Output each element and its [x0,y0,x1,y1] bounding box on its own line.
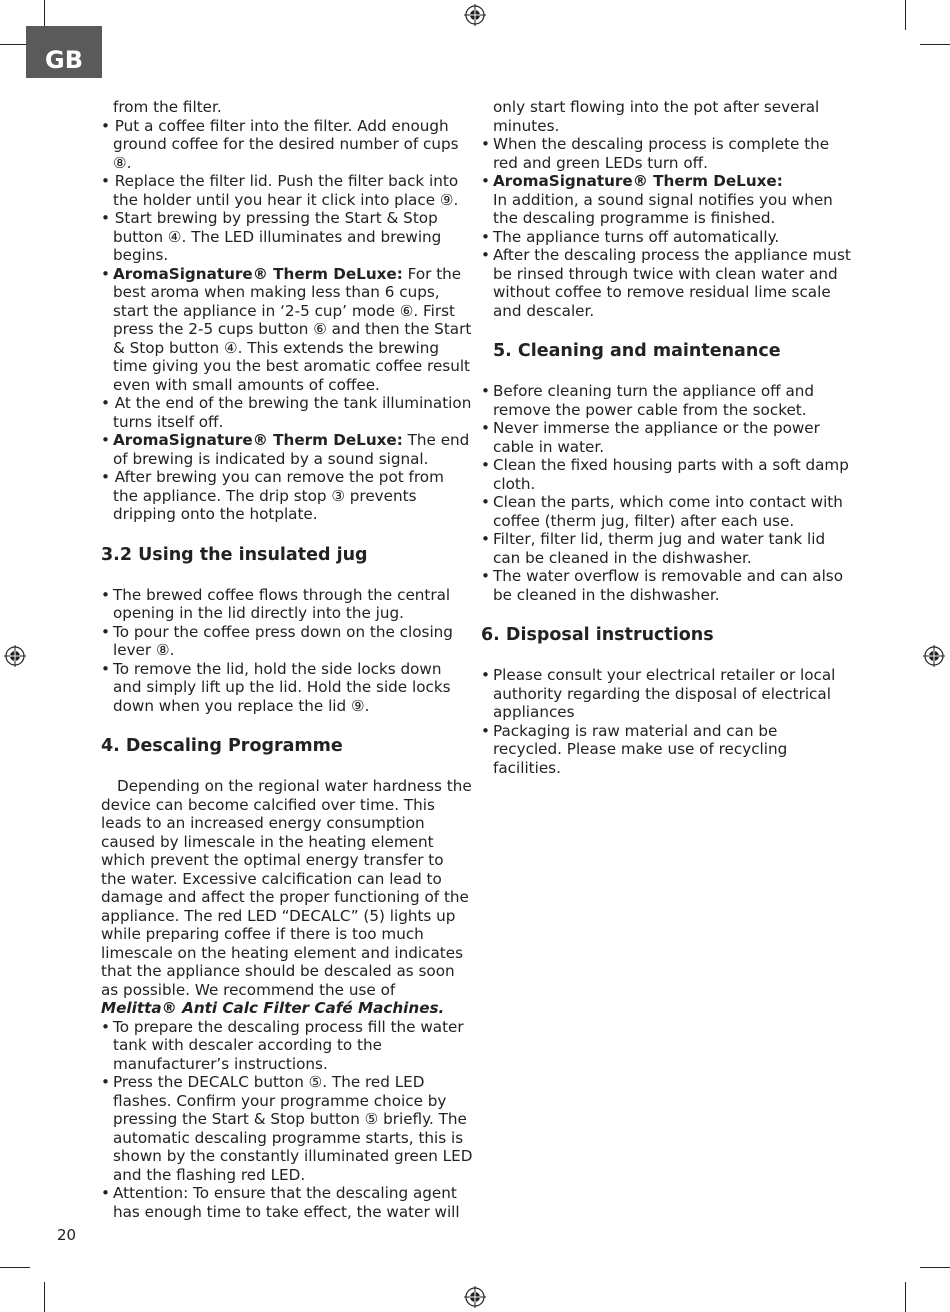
paragraph-text: Depending on the regional water hardness the device can become calcified over time. This leads to an increased energy consumption caused by limescale in the heating element which prevent the optimal energy transfer to the water. Excessive calcification can lead to damage and affect the proper functioning of the appliance. The red LED “DECALC” (5) lights up while preparing coffee if there is too much limescale on the heating element and indicates that the appliance should be descaled as soon as possible. We recommend the use of [101,777,472,999]
section-heading: 3.2 Using the insulated jug [101,544,368,565]
crop-mark-bottom-right-h [920,1267,950,1268]
list-item: • Packaging is raw material and can be recycled. Please make use of recycling facilities. [481,722,851,778]
list-item-text: For the best aroma when making less than 6 cups, start the appliance in ‘2-5 cup’ mode ⑥. First press the 2-5 cups button ⑥ and then the Start & Stop button ④. This extends the brewing time giving you the best aromatic coffee result even with small amounts of coffee. [113,264,472,394]
list-item [101,265,473,395]
list-item: • To pour the coffee press down on the closing lever ⑧. [101,623,473,660]
registration-mark-right-icon [923,645,945,667]
product-name: Melitta® Anti Calc Filter Café Machines. [101,999,445,1017]
list-item-text: The end of brewing is indicated by a sound signal. [113,431,470,468]
registration-mark-top-icon [464,4,486,26]
registration-mark-bottom-icon [464,1286,486,1308]
right-column [481,98,851,777]
list-item: • Clean the parts, which come into contact with coffee (therm jug, filter) after each use. [481,493,851,530]
list-item: • To prepare the descaling process fill the water tank with descaler according to the manufacturer’s instructions. [101,1018,473,1074]
list-item: • Please consult your electrical retailer or local authority regarding the disposal of electrical appliances [481,666,851,722]
continued-text: only start flowing into the pot after several minutes. [493,98,820,135]
descaling-paragraph [101,777,473,1018]
list-item: • Clean the fixed housing parts with a soft damp cloth. [481,456,851,493]
section-heading: 5. Cleaning and maintenance [493,341,781,361]
model-name: AromaSignature® Therm DeLuxe: [113,431,403,449]
list-item: • The water overflow is removable and can also be cleaned in the dishwasher. [481,567,851,604]
list-item: • Before cleaning turn the appliance off and remove the power cable from the socket. [481,382,851,419]
section-heading: 4. Descaling Programme [101,736,343,756]
model-name: AromaSignature® Therm DeLuxe: [493,172,783,190]
list-item [481,172,851,228]
list-item: • Never immerse the appliance or the power cable in water. [481,419,851,456]
page-number: 20 [57,1226,77,1244]
list-item: • Filter, filter lid, therm jug and water tank lid can be cleaned in the dishwasher. [481,530,851,567]
language-tab-label: GB [45,46,83,74]
list-item: • The brewed coffee flows through the central opening in the lid directly into the jug. [101,586,473,623]
list-item: • Put a coffee filter into the filter. Add enough ground coffee for the desired number of cups ⑧. [101,116,459,172]
crop-mark-top-right-h [920,44,950,45]
list-item [101,431,473,468]
list-item: • Attention: To ensure that the descaling agent has enough time to take effect, the water will [101,1184,473,1221]
section-heading: 6. Disposal instructions [481,625,714,645]
crop-mark-bottom-left-v [44,1282,45,1312]
model-name: AromaSignature® Therm DeLuxe: [113,264,403,283]
continued-text: from the filter. [113,98,222,116]
list-item-text: In addition, a sound signal notifies you when the descaling programme is finished. [493,190,833,227]
list-item: • To remove the lid, hold the side locks down and simply lift up the lid. Hold the side locks down when you replace the lid ⑨. [101,660,473,716]
list-item: • Press the DECALC button ⑤. The red LED flashes. Confirm your programme choice by pressing the Start & Stop button ⑤ briefly. The automatic descaling programme starts, this is shown by the constantly illuminated green LED and the flashing red LED. [101,1073,473,1184]
list-item: • The appliance turns off automatically. [481,228,851,247]
list-item: • Replace the filter lid. Push the filter back into the holder until you hear it click into place ⑨. [101,172,459,209]
list-item: • When the descaling process is complete the red and green LEDs turn off. [481,135,851,172]
list-item: • At the end of the brewing the tank illumination turns itself off. [101,394,472,431]
list-item: • After the descaling process the appliance must be rinsed through twice with clean water and without coffee to remove residual lime scale and descaler. [481,246,851,320]
list-item: • After brewing you can remove the pot from the appliance. The drip stop ③ prevents dripping onto the hotplate. [101,468,444,523]
left-column [101,98,473,1221]
list-item: • Start brewing by pressing the Start & Stop button ④. The LED illuminates and brewing begins. [101,209,442,264]
crop-mark-top-right-v [905,0,906,30]
language-tab [26,26,102,78]
registration-mark-left-icon [4,645,26,667]
crop-mark-bottom-left-h [0,1267,30,1268]
crop-mark-bottom-right-v [905,1282,906,1312]
